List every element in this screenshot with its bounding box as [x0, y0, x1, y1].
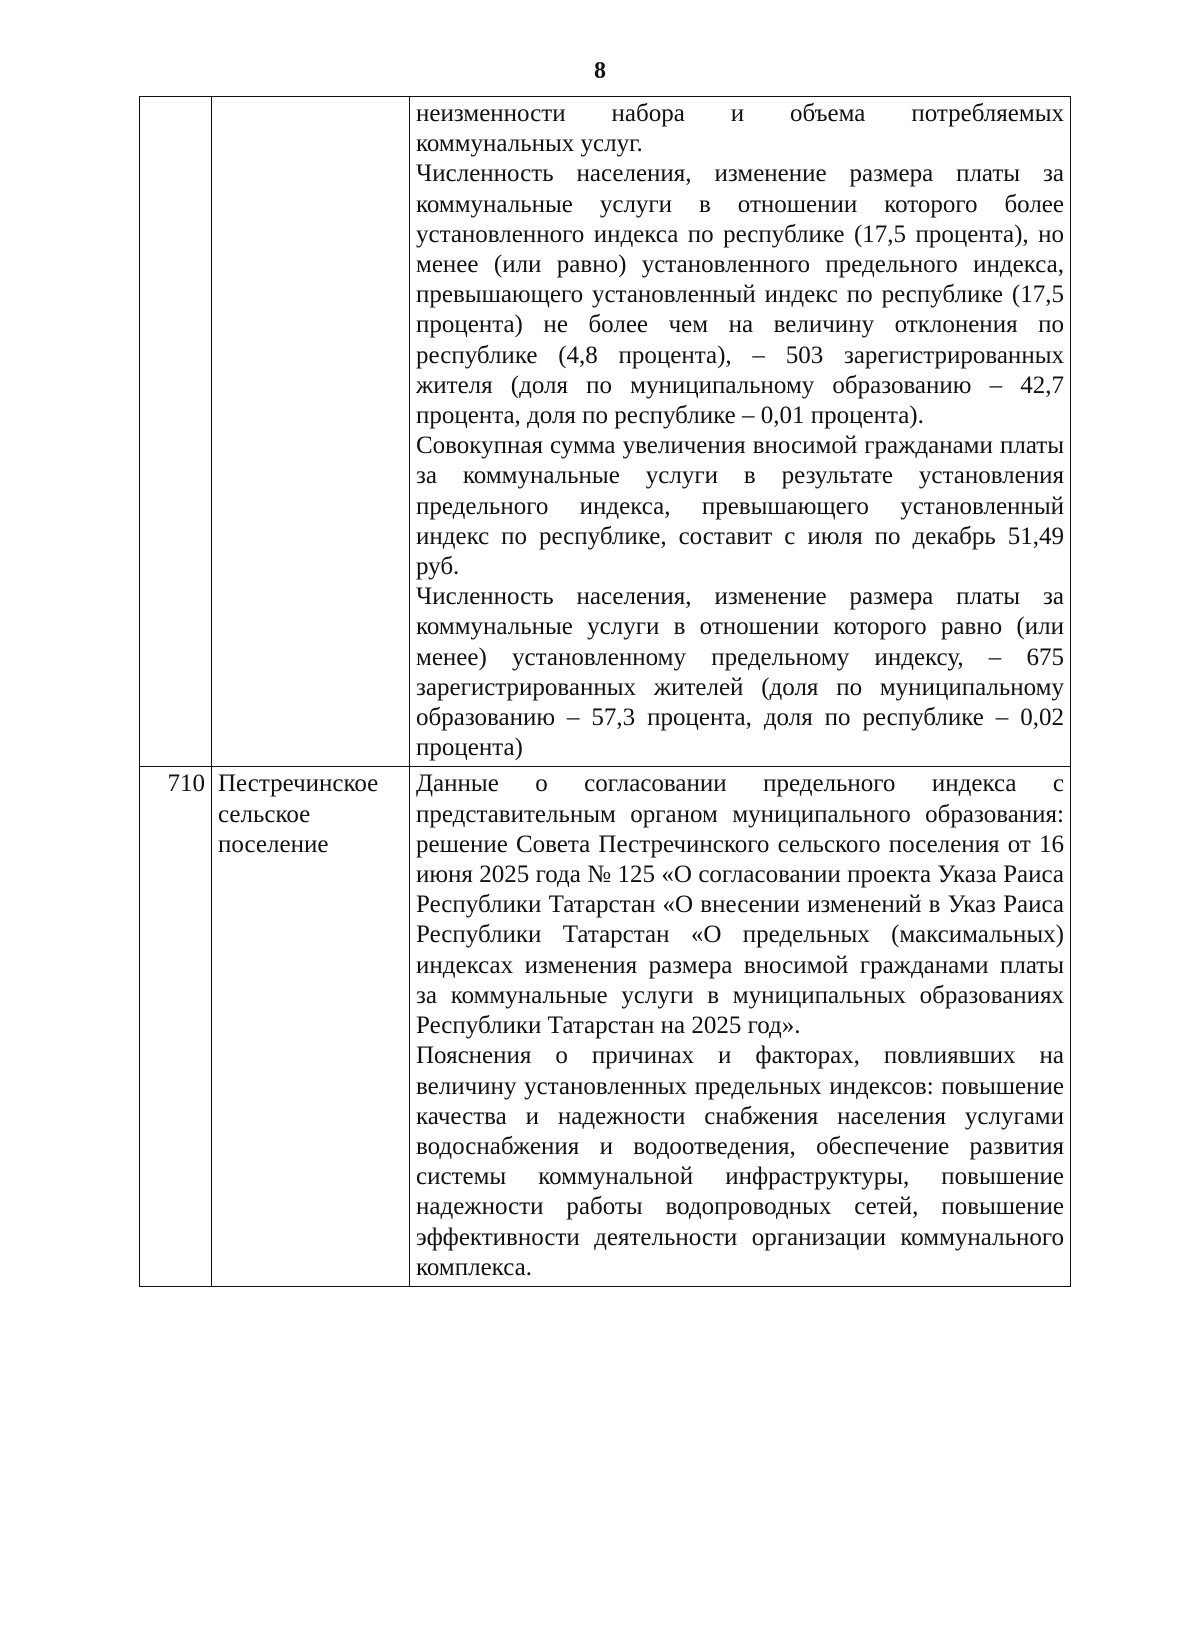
row-number-cell [140, 97, 212, 767]
description-paragraph: Численность населения, изменение размера платы за коммунальные услуги в отношении которого равно (или менее) установленному предельному индексу, – 675 зарегистрированных жителей (доля по муниципальному образованию – 57,3 процента, доля по республике – 0,02 процента) [416, 583, 1064, 762]
municipality-name-cell: Пестречинское сельское поселение [212, 767, 410, 1286]
municipality-name-cell [212, 97, 410, 767]
table-row [140, 97, 1071, 767]
description-paragraph: Совокупная сумма увеличения вносимой гражданами платы за коммунальные услуги в результате установления предельного индекса, превышающего установленный индекс по республике, составит с июля по декабрь 51,49 руб. [416, 432, 1064, 581]
description-cell [410, 767, 1071, 1286]
description-paragraph: Численность населения, изменение размера платы за коммунальные услуги в отношении которого более установленного индекса по республике (17,5 процента), но менее (или равно) установленного предельного индекса, превышающего установленный индекс по республике (17,5 процента) не более чем на величину отклонения по республике (4,8 процента), – 503 зарегистрированных жителя (доля по муниципальному образованию – 42,7 процента, доля по республике – 0,01 процента). [416, 160, 1064, 430]
description-cell [410, 97, 1071, 767]
table-row [140, 767, 1071, 1286]
description-paragraph: Данные о согласовании предельного индекса с представительным органом муниципального образования: решение Совета Пестречинского сельского поселения от 16 июня 2025 года № 125 «О согласовании проекта Указа Раиса Республики Татарстан «О внесении изменений в Указ Раиса Республики Татарстан «О предельных (максимальных) индексах изменения размера вносимой гражданами платы за коммунальные услуги в муниципальных образованиях Республики Татарстан на 2025 год». [416, 770, 1064, 1040]
page-number: 8 [594, 58, 606, 84]
municipal-index-table [139, 96, 1071, 1287]
row-number-cell: 710 [140, 767, 212, 1286]
description-paragraph: Пояснения о причинах и факторах, повлиявших на величину установленных предельных индексов: повышение качества и надежности снабжения населения услугами водоснабжения и водоотведения, обеспечение развития системы коммунальной инфраструктуры, повышение надежности работы водопроводных сетей, повышение эффективности деятельности организации коммунального комплекса. [416, 1042, 1064, 1281]
description-paragraph: неизменности набора и объема потребляемых коммунальных услуг. [416, 100, 1064, 158]
